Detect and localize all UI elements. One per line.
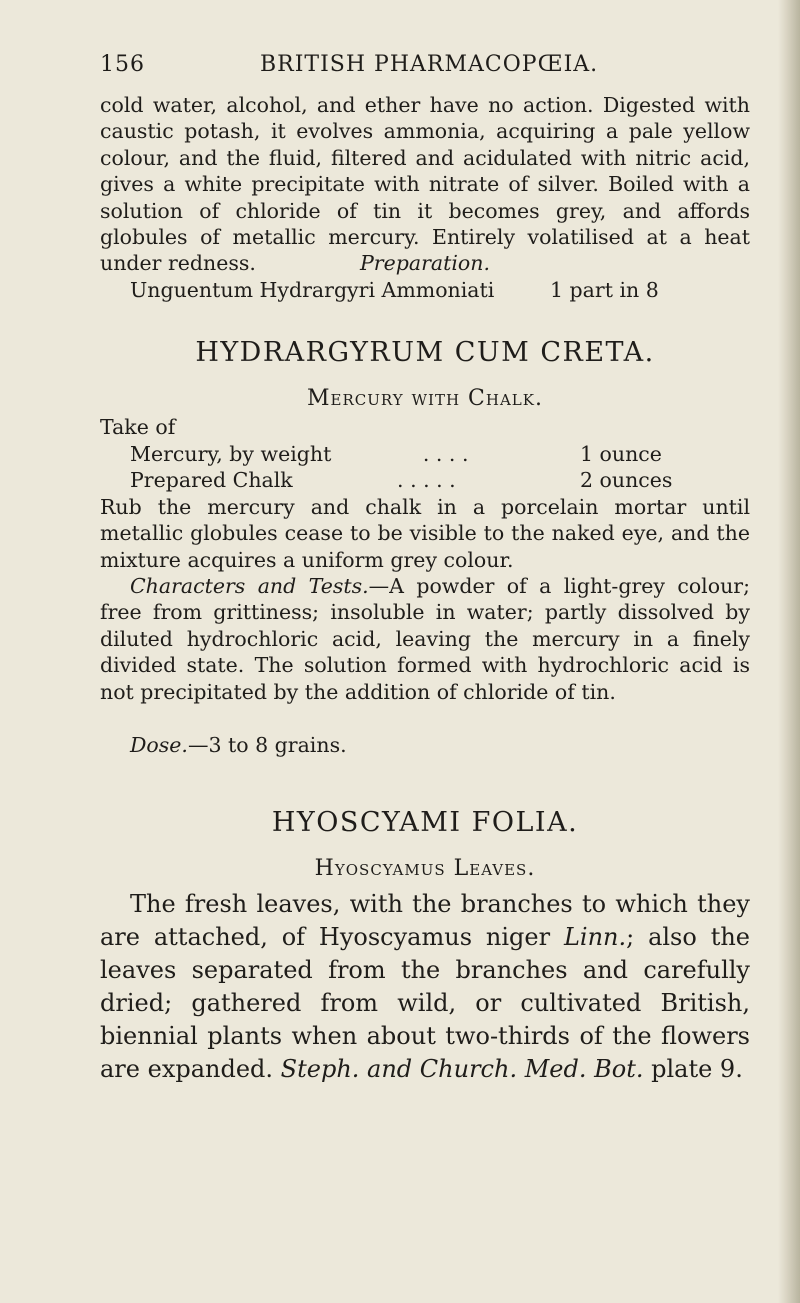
preparation-row (100, 277, 750, 303)
description-part: plate 9. (643, 1055, 743, 1083)
take-of-label: Take of (100, 415, 176, 439)
authority-abbrev: Linn. (563, 923, 627, 951)
description-part: The fresh leaves, with the branches to which they are attached, of Hyoscyamus niger (100, 890, 750, 951)
intro-paragraph: cold water, alcohol, and ether have no action. Digested with caustic potash, it evolves ammonia, acquiring a pale yellow colour, and the fluid, filtered and acidulated with nitric acid, gives a white precipitate with nitrate of silver. Boiled with a solution of chloride of tin it becomes grey, and affords globules of metallic mercury. Entirely volatilised at a heat under redness. (100, 93, 750, 276)
page-edge-shadow (778, 0, 800, 1303)
dose-line (100, 732, 750, 758)
preparation-label: Preparation. (360, 251, 490, 275)
dose-text: —3 to 8 grains. (187, 733, 347, 757)
preparation-name: Unguentum Hydrargyri Ammoniati (130, 278, 495, 302)
ingredient-dots: . . . . . (397, 468, 456, 492)
ingredient-name: Mercury, by weight (130, 442, 332, 466)
section-title-hydrargyrum: HYDRARGYRUM CUM CRETA. (195, 337, 655, 368)
ingredient-name: Prepared Chalk (130, 468, 293, 492)
section-subtitle-hydrargyrum: Mercury with Chalk. (307, 386, 543, 411)
method-paragraph: Rub the mercury and chalk in a porcelain mortar until metallic globules cease to be visible to the naked eye, and the mixture acquires a uniform grey colour. (100, 495, 750, 572)
ingredient-amount: 2 ounces (579, 468, 673, 492)
characters-paragraph (100, 573, 750, 705)
dose-label: Dose. (130, 733, 188, 757)
running-title: BRITISH PHARMACOPŒIA. (260, 52, 599, 77)
ingredient-row (100, 441, 750, 467)
ingredient-amount: 1 ounce (579, 442, 662, 466)
preparation-ratio: 1 part in 8 (550, 278, 659, 302)
ingredient-dots: . . . . (422, 442, 469, 466)
page-number: 156 (100, 52, 145, 77)
characters-text: —A powder of a light-grey colour; free from grittiness; insoluble in water; partly dissolved by diluted hydrochloric acid, leaving the mercury in a finely divided state. The solution formed with hydrochloric acid is not precipitated by the addition of chloride of tin. (100, 574, 750, 704)
description-part: ; also the leaves separated from the branches and carefully dried; gathered from wild, or cultivated British, biennial plants when about two-thirds of the flowers are expanded. (100, 923, 750, 1083)
section-title-hyoscyami: HYOSCYAMI FOLIA. (271, 807, 579, 838)
ingredient-row (100, 467, 750, 493)
characters-label: Characters and Tests. (130, 574, 369, 598)
section-subtitle-hyoscyami: Hyoscyamus Leaves. (314, 856, 536, 881)
reference-citation: Steph. and Church. Med. Bot. (280, 1055, 644, 1083)
hyoscyami-description (100, 888, 750, 1086)
